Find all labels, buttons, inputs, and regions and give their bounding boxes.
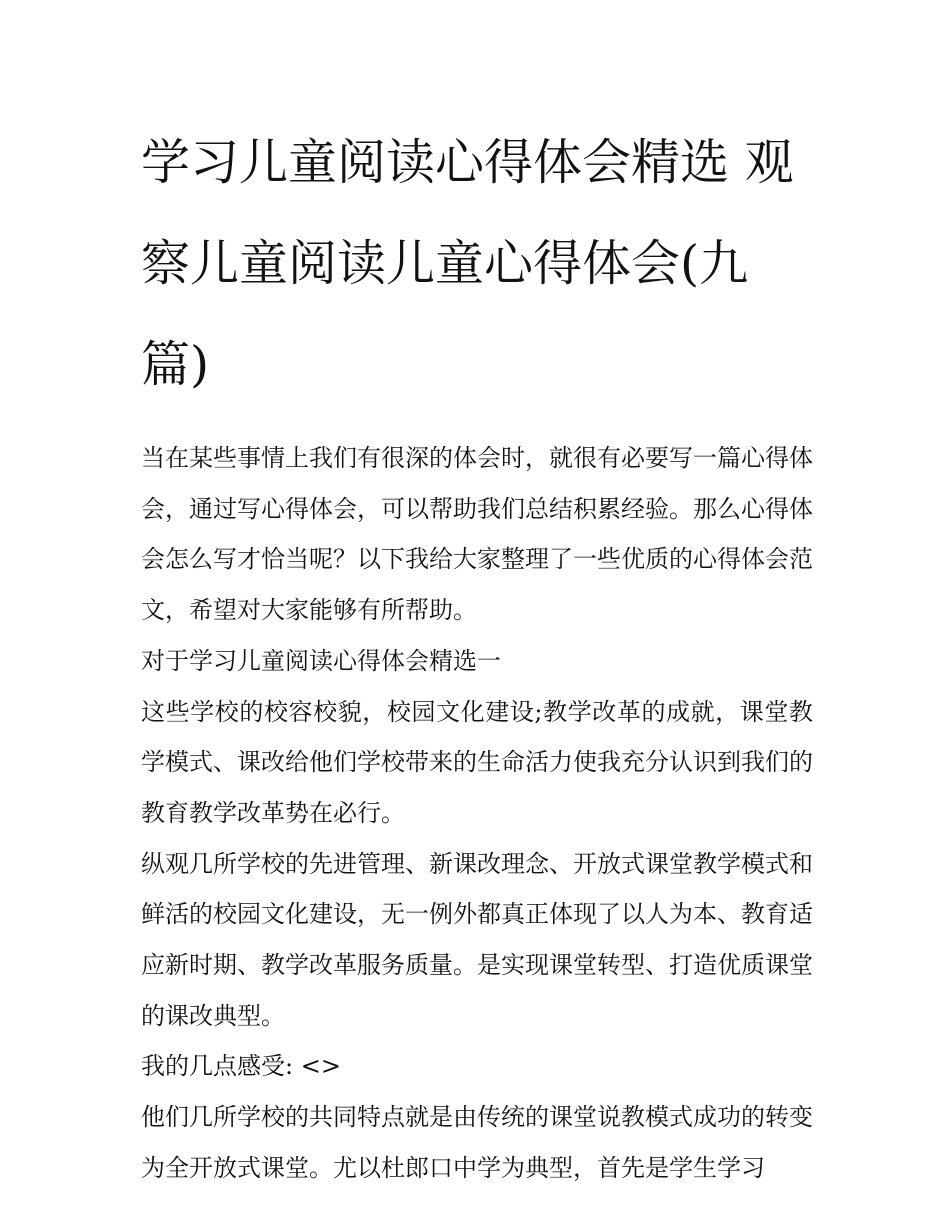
document-title: 学习儿童阅读心得体会精选 观察儿童阅读儿童心得体会(九篇)	[141, 134, 794, 393]
document-page	[141, 112, 813, 1194]
section-heading: 对于学习儿童阅读心得体会精选一	[141, 646, 501, 675]
paragraph-intro: 当在某些事情上我们有很深的体会时，就很有必要写一篇心得体会，通过写心得体会，可以帮助我们总结积累经验。那么心得体会怎么写才恰当呢？以下我给大家整理了一些优质的心得体会范文，希望对大家能够有所帮助。	[141, 444, 813, 625]
document-body	[141, 433, 813, 1194]
paragraph-subheading: 我的几点感受: <>	[141, 1052, 341, 1081]
paragraph: 这些学校的校容校貌，校园文化建设;教学改革的成就，课堂教学模式、课改给他们学校带来的生命活力使我充分认识到我们的教育教学改革势在必行。	[141, 697, 813, 827]
paragraph: 纵观几所学校的先进管理、新课改理念、开放式课堂教学模式和鲜活的校园文化建设，无一例外都真正体现了以人为本、教育适应新时期、教学改革服务质量。是实现课堂转型、打造优质课堂的课改典型。	[141, 849, 813, 1030]
paragraph: 他们几所学校的共同特点就是由传统的课堂说教模式成功的转变为全开放式课堂。尤以杜郎口中学为典型，首先是学生学习	[141, 1103, 813, 1182]
